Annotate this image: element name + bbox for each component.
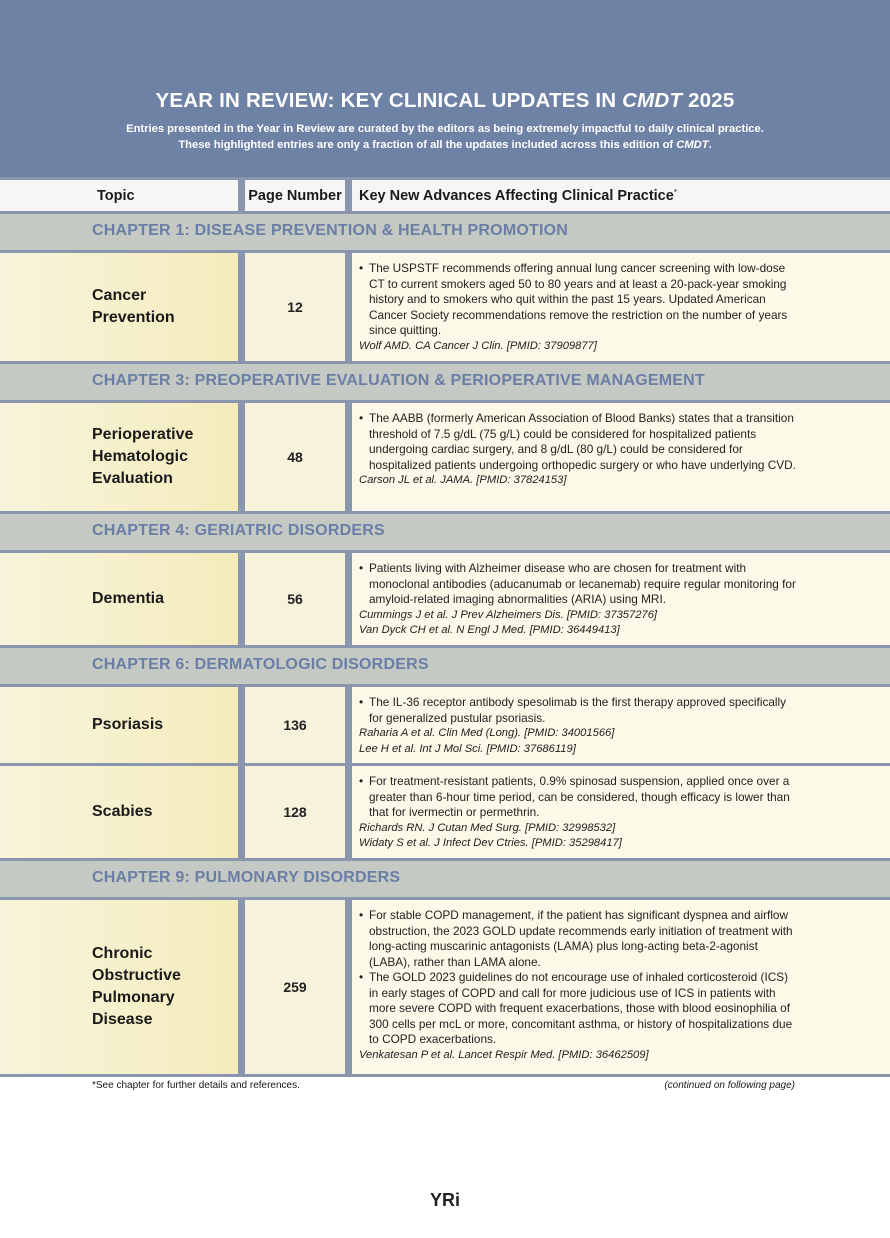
topic-label: Psoriasis (92, 716, 164, 733)
chapter-heading (0, 648, 890, 684)
chapter-heading (0, 364, 890, 400)
topic-label: Cancer Prevention (92, 287, 175, 326)
table-bottom-border (0, 1074, 890, 1077)
citation: Venkatesan P et al. Lancet Respir Med. [PMID: 36462509] (359, 1048, 649, 1061)
advances-cell (352, 553, 890, 645)
chapter-title: CHAPTER 9: PULMONARY DISORDERS (92, 869, 401, 886)
page-number-cell: 48 (245, 403, 345, 511)
chapter-title: CHAPTER 4: GERIATRIC DISORDERS (92, 522, 385, 539)
table-header (0, 177, 890, 211)
topic-label: Perioperative Hematologic Evaluation (92, 426, 194, 487)
advance-bullet: • The USPSTF recommends offering annual lung cancer screening with low-dose CT to current smokers aged 50 to 80 years and at least a 20-pack-year smoking history and to smokers who quit within the past 15 years. Updated American Cancer Society recommendations remove the restriction on the number of years since quitting. (359, 261, 798, 339)
citation: Raharia A et al. Clin Med (Long). [PMID: 34001566] (359, 727, 615, 739)
table-row (0, 687, 890, 763)
table-row (0, 403, 890, 511)
footnote-mark: * (673, 188, 677, 197)
subtitle-line-2 (60, 137, 830, 153)
chapter-heading (0, 861, 890, 897)
advances-cell (352, 687, 890, 763)
title-text: YEAR IN REVIEW: KEY CLINICAL UPDATES IN (155, 89, 623, 112)
page-number-cell: 56 (245, 553, 345, 645)
page-number-cell: 259 (245, 900, 345, 1074)
chapter-title: CHAPTER 1: DISEASE PREVENTION & HEALTH PROMOTION (92, 222, 569, 239)
topic-cell (0, 553, 238, 645)
advance-bullet: • The GOLD 2023 guidelines do not encourage use of inhaled corticosteroid (ICS) in early stages of COPD and call for more judicious use of ICS in patients with more severe COPD with frequent exacerbations, those with blood eosinophilia of 300 cells per mcL or more, concomitant asthma, or history of hospitalizations due to COPD exacerbations. (359, 970, 798, 1048)
topic-label: Scabies (92, 803, 153, 820)
title-italic: CMDT (622, 89, 683, 112)
advance-bullet: • For treatment-resistant patients, 0.9% spinosad suspension, applied once over a greater than 6-hour time period, can be considered, though efficacy is lower than that for ivermectin or permethrin. (359, 774, 798, 821)
page-number-cell: 128 (245, 766, 345, 858)
title-year: 2025 (682, 89, 735, 112)
continued-note: (continued on following page) (664, 1080, 795, 1091)
topic-label: Dementia (92, 590, 165, 607)
footnote: *See chapter for further details and references. (92, 1080, 300, 1091)
subtitle-line-2-end: . (708, 139, 712, 151)
updates-table (0, 177, 890, 1077)
table-row (0, 253, 890, 361)
citation: Widaty S et al. J Infect Dev Ctries. [PMID: 35298417] (359, 837, 622, 849)
advance-bullet: • Patients living with Alzheimer disease who are chosen for treatment with monoclonal antibodies (aducanumab or lecanemab) require regular monitoring for amyloid-related imaging abnormalities (ARIA) using MRI. (359, 561, 798, 608)
advances-cell (352, 766, 890, 858)
header-topic: Topic (0, 180, 238, 211)
advances-cell (352, 253, 890, 361)
page-subtitle (60, 121, 830, 153)
citation: Van Dyck CH et al. N Engl J Med. [PMID: 36449413] (359, 624, 620, 636)
topic-label: Chronic Obstructive Pulmonary Disease (92, 945, 181, 1028)
table-row (0, 900, 890, 1074)
header-page-number: Page Number (245, 180, 345, 211)
advance-bullet: • The AABB (formerly American Association of Blood Banks) states that a transition threshold of 7.5 g/dL (75 g/L) could be considered for hospitalized patients undergoing cardiac surgery, and 8 g/dL (80 g/L) could be considered for hospitalized patients undergoing orthopedic surgery or who have underlying CVD. (359, 411, 798, 473)
subtitle-line-2-text: These highlighted entries are only a fraction of all the updates included across this edition of (178, 139, 677, 151)
topic-cell (0, 900, 238, 1074)
page-title (0, 89, 890, 113)
subtitle-line-2-italic: CMDT (676, 139, 709, 151)
advances-cell (352, 900, 890, 1074)
citation: Carson JL et al. JAMA. [PMID: 37824153] (359, 474, 567, 486)
header-advances-label: Key New Advances Affecting Clinical Practice (359, 188, 674, 204)
title-banner (0, 0, 890, 177)
advance-bullet: • The IL-36 receptor antibody spesolimab is the first therapy approved specifically for generalized pustular psoriasis. (359, 695, 798, 726)
page-number-cell: 136 (245, 687, 345, 763)
chapter-heading (0, 214, 890, 250)
page-number-cell: 12 (245, 253, 345, 361)
chapter-title: CHAPTER 6: DERMATOLOGIC DISORDERS (92, 656, 429, 673)
topic-cell (0, 766, 238, 858)
topic-cell (0, 253, 238, 361)
citation: Wolf AMD. CA Cancer J Clin. [PMID: 37909877] (359, 339, 597, 352)
header-advances (352, 180, 890, 211)
subtitle-line-1: Entries presented in the Year in Review are curated by the editors as being extremely impactful to daily clinical practice. (126, 123, 764, 135)
page-number: YRi (429, 1190, 460, 1210)
citation: Cummings J et al. J Prev Alzheimers Dis. [PMID: 37357276] (359, 608, 658, 621)
advances-cell (352, 403, 890, 511)
table-row (0, 766, 890, 858)
citation: Lee H et al. Int J Mol Sci. [PMID: 37686119] (359, 742, 576, 755)
chapter-heading (0, 514, 890, 550)
table-row (0, 553, 890, 645)
topic-cell (0, 403, 238, 511)
citation: Richards RN. J Cutan Med Surg. [PMID: 32998532] (359, 821, 616, 834)
topic-cell (0, 687, 238, 763)
advance-bullet: • For stable COPD management, if the patient has significant dyspnea and airflow obstruction, the 2023 GOLD update recommends early initiation of treatment with long-acting muscarinic antagonists (LAMA) plus long-acting beta-2-agonist (LABA), rather than LAMA alone. (359, 908, 798, 970)
chapter-title: CHAPTER 3: PREOPERATIVE EVALUATION & PERIOPERATIVE MANAGEMENT (92, 372, 705, 389)
